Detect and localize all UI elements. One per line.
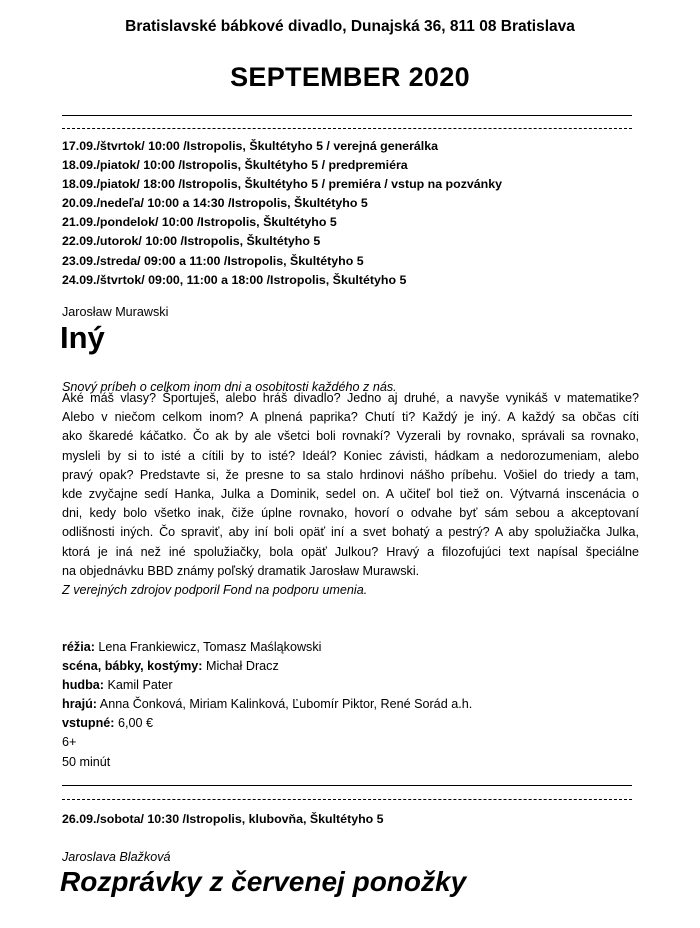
schedule-item: 26.09./sobota/ 10:30 /Istropolis, klubovňa, Škultétyho 5 — [62, 812, 384, 826]
description-line: kde zvyčajne sedí Hanka, Julka a Dominik, sedel on. A učiteľ bol tiež on. Výtvarná inscenácia o — [62, 486, 639, 501]
description-line: Aké máš vlasy? Športuješ, alebo hráš divadlo? Jedno aj druhé, a navyše vynikáš v matematike? — [62, 391, 639, 405]
show-author: Jaroslava Blažková — [62, 850, 171, 864]
show-author: Jarosław Murawski — [62, 305, 169, 319]
credit-value: Anna Čonková, Miriam Kalinková, Ľubomír Piktor, René Sorád a.h. — [99, 697, 473, 712]
credit-label: réžia: — [62, 640, 95, 654]
show-description — [62, 389, 639, 600]
age-rating: 6+ — [62, 735, 77, 750]
credit-label: hudba: — [62, 678, 104, 693]
credit-value: 6,00 € — [117, 716, 153, 731]
funding-note: Z verejných zdrojov podporil Fond na podporu umenia. — [62, 582, 368, 597]
schedule-item: 21.09./pondelok/ 10:00 /Istropolis, Škultétyho 5 — [62, 215, 337, 230]
credit-value: Michał Dracz — [205, 659, 279, 674]
schedule-item: 22.09./utorok/ 10:00 /Istropolis, Škultétyho 5 — [62, 234, 321, 249]
separator-solid — [62, 785, 632, 786]
duration: 50 minút — [62, 754, 111, 769]
schedule-item: 24.09./štvrtok/ 09:00, 11:00 a 18:00 /Istropolis, Škultétyho 5 — [62, 272, 407, 287]
description-line: na objednávku BBD známy poľský dramatik Jarosław Murawski. — [62, 563, 420, 578]
description-line: ako škaredé káčatko. Čo ak by ale všetci boli rovnakí? Vyzerali by rovnako, správali sa rovnako, — [62, 429, 639, 444]
separator-solid — [62, 115, 632, 116]
description-line: dni, kedy bolo všetko inak, čiže úplne rovnako, hovorí o odvahe byť sám sebou a akceptovaní — [62, 506, 639, 521]
description-line: Alebo v niečom celkom inom? A plnená paprika? Chutí ti? Každý je iný. A každý sa občas cíti — [62, 410, 639, 425]
credit-design — [62, 657, 472, 676]
schedule-list — [62, 137, 662, 290]
credit-label: scéna, bábky, kostýmy: — [62, 659, 203, 674]
credit-value: Lena Frankiewicz, Tomasz Maśląkowski — [98, 640, 322, 654]
credits — [62, 638, 472, 772]
credit-label: hrajú: — [62, 697, 97, 712]
separator-dashed — [62, 128, 632, 129]
month-heading: SEPTEMBER 2020 — [230, 62, 470, 92]
schedule-item: 18.09./piatok/ 10:00 /Istropolis, Škultétyho 5 / predpremiéra — [62, 158, 408, 173]
credit-label: vstupné: — [62, 716, 115, 731]
theatre-address: Bratislavské bábkové divadlo, Dunajská 36, 811 08 Bratislava — [125, 18, 575, 35]
credit-cast — [62, 695, 472, 714]
schedule-item: 20.09./nedeľa/ 10:00 a 14:30 /Istropolis, Škultétyho 5 — [62, 196, 368, 211]
credit-director — [62, 638, 472, 657]
description-line: odlišnosti iných. Čo spraviť, aby iní boli opäť iní a svet bohatý a pestrý? A aby spolužiačka Julka, — [62, 525, 639, 540]
show-title: Iný — [60, 320, 105, 355]
schedule-item: 23.09./streda/ 09:00 a 11:00 /Istropolis, Škultétyho 5 — [62, 253, 364, 268]
description-line: mysleli by si to isté a cítili by to isté? Ideál? Koniec závisti, hádkam a nedorozumeniam, alebo — [62, 448, 639, 463]
schedule-item: 18.09./piatok/ 18:00 /Istropolis, Škultétyho 5 / premiéra / vstup na pozvánky — [62, 177, 503, 192]
show-tagline: Snový príbeh o celkom inom dni a osobitosti každého z nás. — [62, 380, 397, 394]
separator-dashed — [62, 799, 632, 800]
show-title: Rozprávky z červenej ponožky — [60, 866, 467, 897]
description-line: ktorá je iná než iné spolužiačky, bola opäť Julkou? Hravý a filozofujúci text napísal špeciálne — [62, 544, 639, 559]
credit-value: Kamil Pater — [107, 678, 173, 693]
schedule-item: 17.09./štvrtok/ 10:00 /Istropolis, Škultétyho 5 / verejná generálka — [62, 139, 439, 153]
credit-music — [62, 676, 472, 695]
description-line: pravý opak? Predstavte si, že presne to sa stalo hrdinovi nášho príbehu. Vošiel do triedy a tam, — [62, 467, 639, 482]
credit-price — [62, 714, 472, 733]
